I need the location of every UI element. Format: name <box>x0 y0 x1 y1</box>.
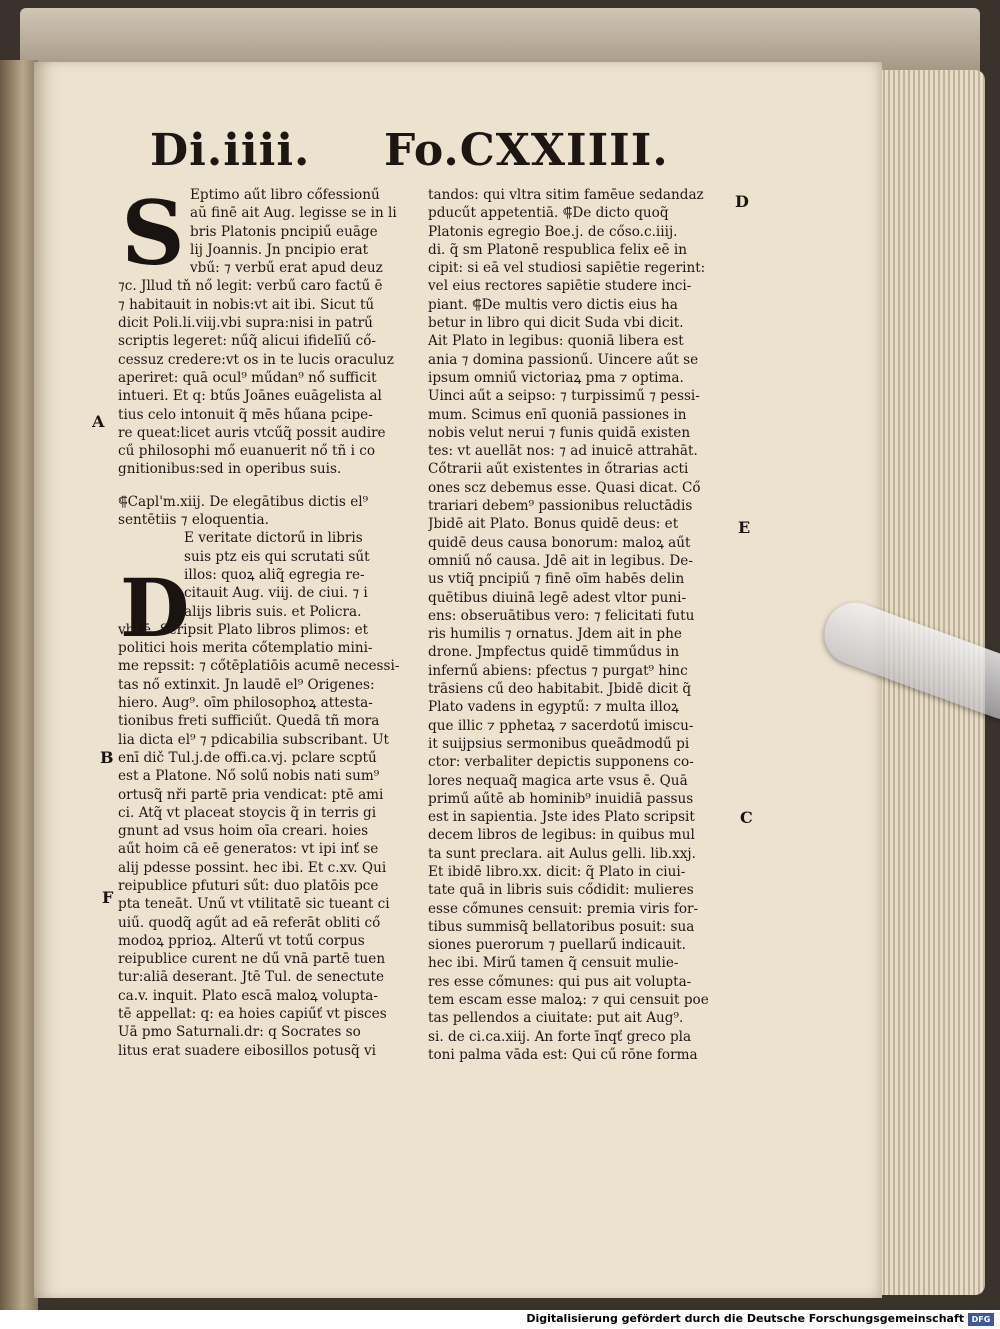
text-line: alijs libris suis. et Policra. <box>184 603 362 620</box>
text-line: omniű nő causa. Jdē ait in legibus. De- <box>428 552 693 569</box>
text-line: Cőtrarii aűt existentes in őtrarias acti <box>428 461 689 478</box>
text-line: pta teneāt. Unű vt vtilitatē sic tueant ci <box>118 896 390 913</box>
text-line: E veritate dictorű in libris <box>184 530 363 547</box>
page-header <box>150 125 670 177</box>
text-line: tē appellat: q: ea hoies capiűť vt pisces <box>118 1006 387 1023</box>
right-text-column <box>428 186 738 1064</box>
text-line: piant. ⸿De multis vero dictis eius ha <box>428 296 678 313</box>
text-line: ris humilis ⁊ ornatus. Jdem ait in phe <box>428 626 682 643</box>
folio-number: Fo.CXXIIII. <box>384 125 669 176</box>
marginal-letter: B <box>100 748 114 767</box>
text-line: re queat:licet auris vtcűq̃ possit audire <box>118 424 386 441</box>
text-line: ⁊c. Jllud tň nő legit: verbű caro factű ē <box>118 278 383 295</box>
text-line: citauit Aug. viij. de ciui. ⁊ i <box>184 585 368 602</box>
text-line: pducűt appetentiā. ⸿De dicto quoq̃ <box>428 205 669 222</box>
text-line: hiero. Aug⁹. oīm philosophoꝝ attesta- <box>118 695 373 712</box>
text-line: alij pdesse possint. hec ibi. Et c.xv. Qui <box>118 859 387 876</box>
text-line: esse cőmunes censuit: premia viris for- <box>428 900 699 917</box>
text-line: gnitionibus:sed in operibus suis. <box>118 461 342 478</box>
text-line: reipublice curent ne dű vnā partē tuen <box>118 951 386 968</box>
footer-bar <box>0 1310 1000 1329</box>
text-line: uiű. quodq̃ agűt ad eā referāt obliti cő <box>118 914 381 931</box>
text-line: tius celo intonuit q̃ mēs hűana pcipe- <box>118 406 373 423</box>
text-line: Platonis egregio Boe.j. de cőso.c.iiij. <box>428 223 678 240</box>
text-line: suis ptz eis qui scrutati sűt <box>184 548 370 565</box>
text-line: ⁊ habitauit in nobis:vt ait ibi. Sicut tű <box>118 296 375 313</box>
text-line: tur:aliā deserant. Jtē Tul. de senectute <box>118 969 385 986</box>
text-line: politici hois merita cőtemplatio mini- <box>118 640 373 657</box>
text-line: it suijpsius sermonibus queādmodű pi <box>428 735 690 752</box>
text-line: tate quā in libris suis cődidit: mulieres <box>428 882 694 899</box>
text-line: ci. Atq̃ vt placeat stoycis q̃ in terris gi <box>118 804 377 821</box>
marginal-letter: D <box>735 192 749 211</box>
text-line: res esse cőmunes: qui pus ait volupta- <box>428 973 692 990</box>
text-line: ctor: verbaliter depictis supponens co- <box>428 754 694 771</box>
text-line: est in sapientia. Jste ides Plato scripsit <box>428 809 695 826</box>
left-text-column <box>118 181 418 1060</box>
text-line: cipit: si eā vel studiosi sapiētie regerint: <box>428 260 706 277</box>
text-line: ipsum omniű victoriaꝝ pma ⁊ optima. <box>428 369 684 386</box>
text-line: infernű abiens: pfectus ⁊ purgat⁹ hinc <box>428 662 688 679</box>
text-line: cessuz credere:vt os in te lucis oraculuz <box>118 351 394 368</box>
text-line: tes: vt auellāt nos: ⁊ ad inuicē attrahāt. <box>428 443 698 460</box>
text-line: aűt hoim cā eē generatos: vt ipi inť se <box>118 841 379 858</box>
text-line: scriptis legeret: nűq̃ alicui ifidelīű cő- <box>118 333 376 350</box>
text-line: lia dicta el⁹ ⁊ pdicabilia subscribant. Ut <box>118 731 390 748</box>
text-line: tandos: qui vltra sitim famēue sedandaz <box>428 187 704 203</box>
text-line: tas pellendos a ciuitate: put ait Aug⁹. <box>428 1010 684 1027</box>
text-line: litus erat suadere eibosillos potusq̃ vi <box>118 1042 376 1059</box>
text-line: ta sunt preclara. ait Aulus gelli. lib.xxj. <box>428 845 696 862</box>
text-line: tibus summisq̃ bellatoribus posuit: sua <box>428 918 695 935</box>
text-line: Uā pmo Saturnali.dr: q Socrates so <box>118 1024 361 1041</box>
text-line: ca.v. inquit. Plato escā maloꝝ volupta- <box>118 987 378 1004</box>
marginal-letter: F <box>102 888 114 907</box>
footer-credit: Digitalisierung gefördert durch die Deutsche Forschungsgemeinschaft <box>526 1312 964 1325</box>
text-line: que illic ⁊ pphetaꝝ ⁊ sacerdotű imiscu- <box>428 717 694 734</box>
text-line: Uinci aűt a seipso: ⁊ turpissimű ⁊ pessi- <box>428 388 700 405</box>
text-line: tas nő extinxit. Jn laudē el⁹ Origenes: <box>118 676 375 693</box>
text-line: modoꝝ pprioꝝ. Alterű vt totű corpus <box>118 932 365 949</box>
text-line: vel eius rectores sapiētie studere inci- <box>428 278 692 295</box>
text-line: hec ibi. Mirű tamen q̃ censuit mulie- <box>428 955 679 972</box>
text-line: gnunt ad vsus hoim oīa creari. hoies <box>118 823 369 840</box>
text-line: intueri. Et q: btűs Joānes euāgelista al <box>118 388 382 405</box>
text-line: vbű: ⁊ verbű erat apud deuz <box>190 260 383 277</box>
text-line: enī dič Tul.j.de offi.ca.vj. pclare scptű <box>118 749 377 766</box>
marginal-letter: C <box>740 808 753 827</box>
text-line: drone. Jmpfectus quidē timműdus in <box>428 644 680 661</box>
text-line: toni palma vāda est: Qui cű rōne forma <box>428 1046 698 1063</box>
text-line: trāsiens cű deo habitabit. Jbidē dicit q̃ <box>428 681 692 698</box>
text-line: aŭ finē ait Aug. legisse se in li <box>190 205 397 222</box>
left-page-edge <box>0 60 38 1310</box>
initial-letter-s: S <box>121 181 185 285</box>
text-line: trariari debem⁹ passionibus reluctādis <box>428 498 693 515</box>
text-line: tionibus freti sufficiűt. Quedā tñ mora <box>118 713 380 730</box>
text-line: Et ibidē libro.xx. dicit: q̃ Plato in ciui- <box>428 863 686 880</box>
text-line: ortusq̃ nři partē pria vendicat: ptē ami <box>118 786 384 803</box>
text-line: lores nequaq̃ magica arte vsus ē. Quā <box>428 772 688 789</box>
text-line: ones scz debemus esse. Quasi dicat. Cő <box>428 479 701 496</box>
text-line: ⸿Capl'm.xiij. De elegātibus dictis el⁹ <box>118 493 369 510</box>
text-line: siones puerorum ⁊ puellarű indicauit. <box>428 937 686 954</box>
text-line: betur in libro qui dicit Suda vbi dicit. <box>428 315 684 332</box>
text-line: illos: quoꝝ aliq̃ egregia re- <box>184 566 365 583</box>
text-line: bris Platonis pncipiű euāge <box>190 223 378 240</box>
text-line: Jbidē ait Plato. Bonus quidē deus: et <box>428 516 679 533</box>
text-line: dicit Poli.li.viij.vbi supra:nisi in patrű <box>118 315 373 332</box>
text-line: est a Platone. Nő solű nobis nati sum⁹ <box>118 768 380 785</box>
dfg-logo: DFG <box>968 1313 994 1326</box>
text-line: tem escam esse maloꝝ: ⁊ qui censuit poe <box>428 992 709 1009</box>
text-line: mum. Scimus enī quoniā passiones in <box>428 406 687 423</box>
text-line: di. q̃ sm Platonē respublica felix eē in <box>428 241 687 258</box>
text-line: lij Joannis. Jn pncipio erat <box>190 241 369 258</box>
text-line: aperiret: quā ocul⁹ műdan⁹ nő sufficit <box>118 369 377 386</box>
marginal-letter: E <box>738 518 751 537</box>
text-line: decem libros de legibus: in quibus mul <box>428 827 695 844</box>
initial-letter-d: D <box>120 561 190 655</box>
text-line: si. de ci.ca.xiij. An forte īnqť greco pla <box>428 1028 692 1045</box>
text-line: Eptimo aűt libro cőfessionű <box>190 187 380 203</box>
marginal-letter: A <box>92 412 105 431</box>
text-line: us vtiq̃ pncipiű ⁊ finē oīm habēs delin <box>428 571 685 588</box>
text-line: primű aűtē ab hominib⁹ inuidiā passus <box>428 790 694 807</box>
running-head: Di.iiii. <box>150 125 311 176</box>
text-line: reipublice pfuturi sűt: duo platōis pce <box>118 877 379 894</box>
text-line: quētibus diuinā legē adest vltor puni- <box>428 589 687 606</box>
text-line: quidē deus causa bonorum: maloꝝ aűt <box>428 534 691 551</box>
text-line: cű philosophi mő euanuerit nő tñ i co <box>118 443 376 460</box>
paragraph-gap <box>118 479 418 493</box>
text-line: sentētiis ⁊ eloquentia. <box>118 512 269 529</box>
text-line: nobis velut nerui ⁊ funis quidā existen <box>428 424 691 441</box>
text-line: ens: obseruātibus vero: ⁊ felicitati futu <box>428 607 695 624</box>
text-line: me repssit: ⁊ cőtēplatiōis acumē necessi- <box>118 658 400 675</box>
text-line: vbi ē. Scripsit Plato libros plimos: et <box>118 621 369 638</box>
text-line: ania ⁊ domina passionű. Uincere aűt se <box>428 351 699 368</box>
text-line: Plato vadens in egyptű: ⁊ multa illoꝝ <box>428 699 679 716</box>
text-line: Ait Plato in legibus: quoniā libera est <box>428 333 684 350</box>
